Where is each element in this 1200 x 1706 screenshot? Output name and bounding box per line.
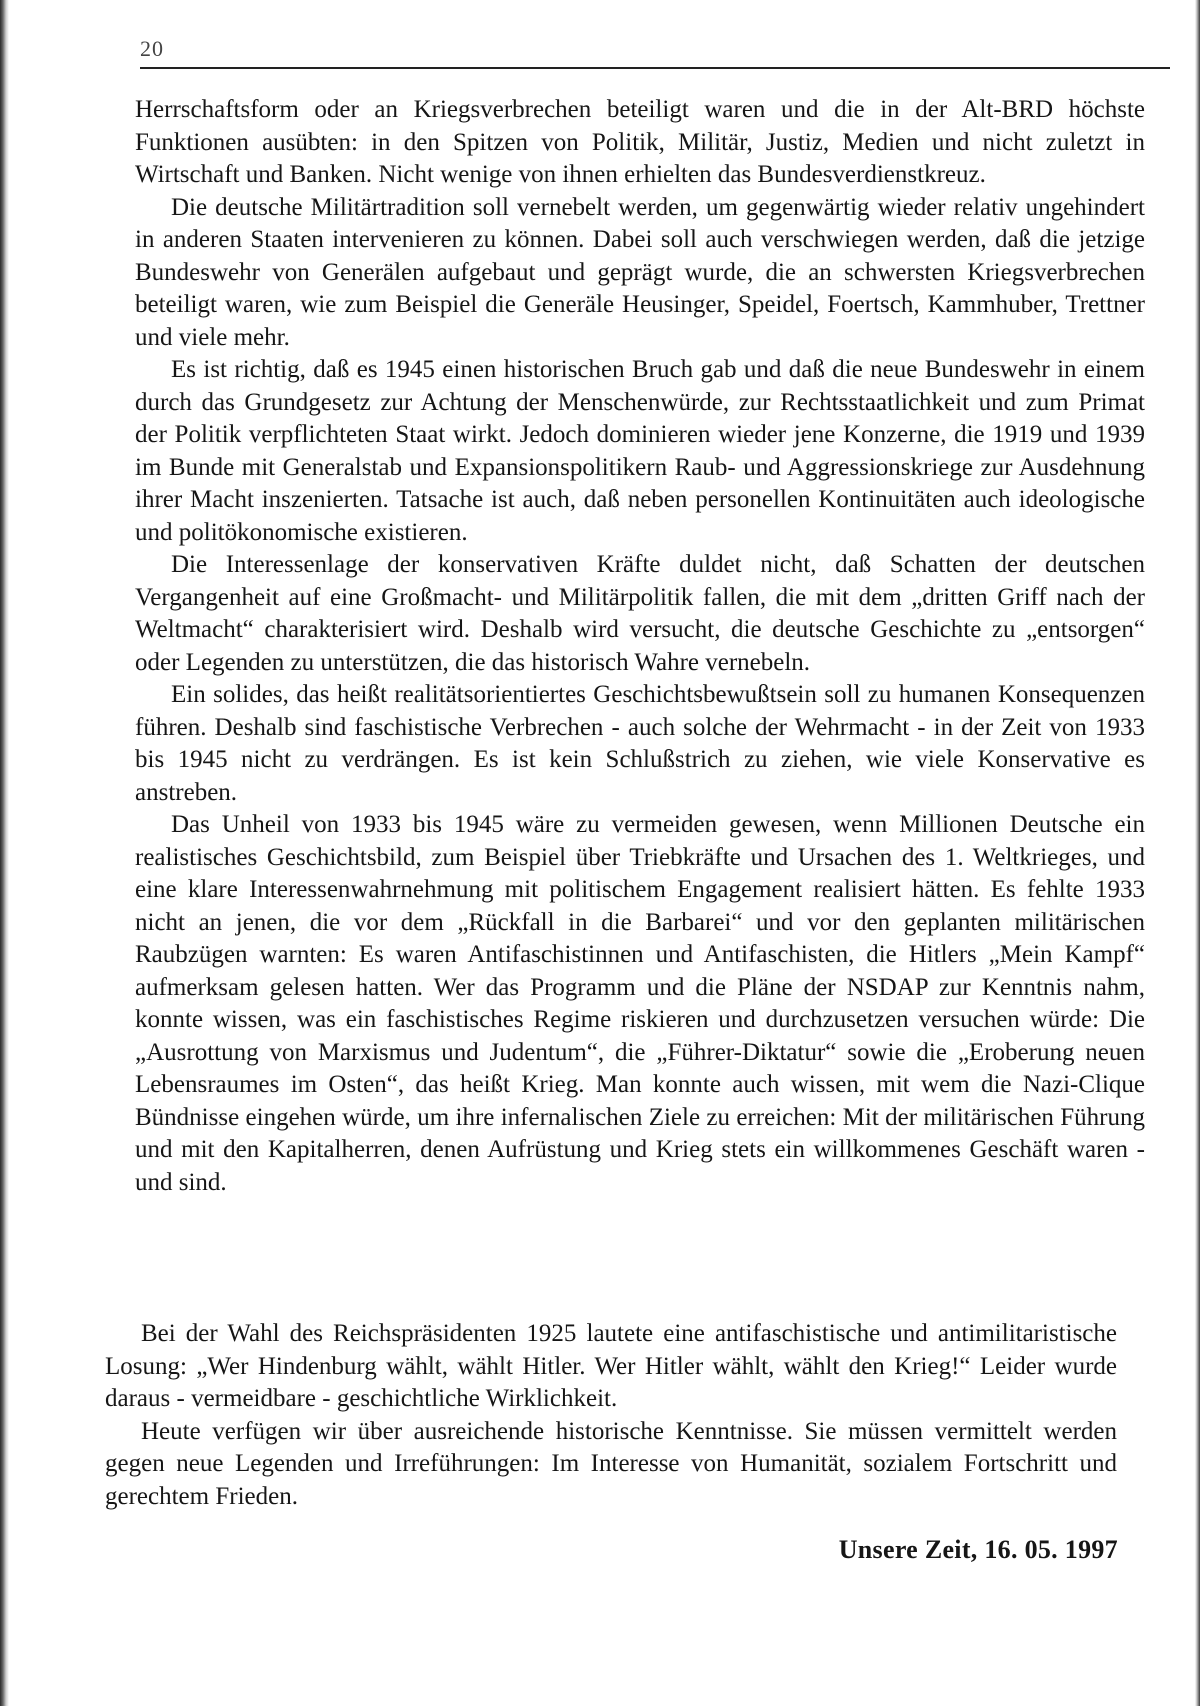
paragraph-military-tradition: Die deutsche Militärtradition soll vernebelt werden, um gegenwärtig wieder relativ ungehindert in anderen Staaten intervenieren zu können. Dabei soll auch verschwiegen werden, daß die jetzige Bundeswehr von Generälen aufgebaut und geprägt wurde, die an schwersten Kriegsverbrechen beteiligt waren, wie zum Beispiel die Generäle Heusinger, Speidel, Foertsch, Kammhuber, Trettner und viele mehr.: [135, 193, 1145, 351]
paragraph-historical-consciousness: Ein solides, das heißt realitätsorientiertes Geschichtsbewußtsein soll zu humanen Konsequenzen führen. Deshalb sind faschistische Verbrechen - auch solche der Wehrmacht - in der Zeit von 1933 bis 1945 nicht zu verdrängen. Es ist kein Schlußstrich zu ziehen, wie viele Konservative es anstreben.: [135, 681, 1145, 806]
paragraph-hindenburg-slogan: Bei der Wahl des Reichspräsidenten 1925 lautete eine antifaschistische und antimilitaristische Losung: „Wer Hindenburg wählt, wählt Hitler. Wer Hitler wählt, wählt den Krieg!“ Leider wurde daraus - vermeidbare - geschichtliche Wirklichkeit.: [105, 1320, 1117, 1412]
header-rule: [140, 67, 1170, 69]
scan-edge-left: [0, 0, 9, 1706]
scan-edge-right: [1195, 0, 1200, 1706]
paragraph-historical-knowledge: Heute verfügen wir über ausreichende historische Kenntnisse. Sie müssen vermittelt werden gegen neue Legenden und Irreführungen: Im Interesse von Humanität, sozialem Fortschritt und gerechtem Frieden.: [105, 1417, 1117, 1510]
paragraph-conservative-interests: Die Interessenlage der konservativen Kräfte duldet nicht, daß Schatten der deutschen Vergangenheit auf eine Großmacht- und Militärpolitik fallen, die mit dem „dritten Griff nach der Weltmacht“ charakterisiert wird. Deshalb wird versucht, die deutsche Geschichte zu „entsorgen“ oder Legenden zu unterstützen, die das historisch Wahre vernebeln.: [135, 551, 1145, 676]
page-number: 20: [140, 36, 164, 61]
main-text-block: [135, 94, 1145, 1199]
paragraph-continuation: Herrschaftsform oder an Kriegsverbrechen beteiligt waren und die in der Alt-BRD höchste Funktionen ausübten: in den Spitzen von Politik, Militär, Justiz, Medien und nicht zuletzt in Wirtschaft und Banken. Nicht wenige von ihnen erhielten das Bundesverdienstkreuz.: [135, 96, 1145, 188]
paragraph-disaster-1933-1945: Das Unheil von 1933 bis 1945 wäre zu vermeiden gewesen, wenn Millionen Deutsche ein realistisches Geschichtsbild, zum Beispiel über Triebkräfte und Ursachen des 1. Weltkrieges, und eine klare Interessenwahrnehmung mit politischem Engagement realisiert hätten. Es fehlte 1933 nicht an jenen, die vor dem „Rückfall in die Barbarei“ und vor den geplanten militärischen Raubzügen warnten: Es waren Antifaschistinnen und Antifaschisten, die Hitlers „Mein Kampf“ aufmerksam gelesen hatten. Wer das Programm und die Pläne der NSDAP zur Kenntnis nahm, konnte wissen, was ein faschistisches Regime riskieren und durchzusetzen versuchen würde: Die „Ausrottung von Marxismus und Judentum“, die „Führer-Diktatur“ sowie die „Eroberung neuen Lebensraumes im Osten“, das heißt Krieg. Man konnte auch wissen, mit wem die Nazi-Clique Bündnisse eingehen würde, um ihre infernalischen Ziele zu erreichen: Mit der militärischen Führung und mit den Kapitalherren, denen Aufrüstung und Krieg stets ein willkommenes Geschäft waren - und sind.: [135, 811, 1145, 1196]
source-citation: Unsere Zeit, 16. 05. 1997: [838, 1535, 1118, 1564]
closing-text-block: [105, 1318, 1117, 1513]
paragraph-historic-break: Es ist richtig, daß es 1945 einen historischen Bruch gab und daß die neue Bundeswehr in einem durch das Grundgesetz zur Achtung der Menschenwürde, zur Rechtsstaatlichkeit und zum Primat der Politik verpflichteten Staat wirkt. Jedoch dominieren wieder jene Konzerne, die 1919 und 1939 im Bunde mit Generalstab und Expansionspolitikern Raub- und Aggressionskriege zur Ausdehnung ihrer Macht inszenierten. Tatsache ist auch, daß neben personellen Kontinuitäten auch ideologische und politökonomische existieren.: [135, 356, 1145, 546]
